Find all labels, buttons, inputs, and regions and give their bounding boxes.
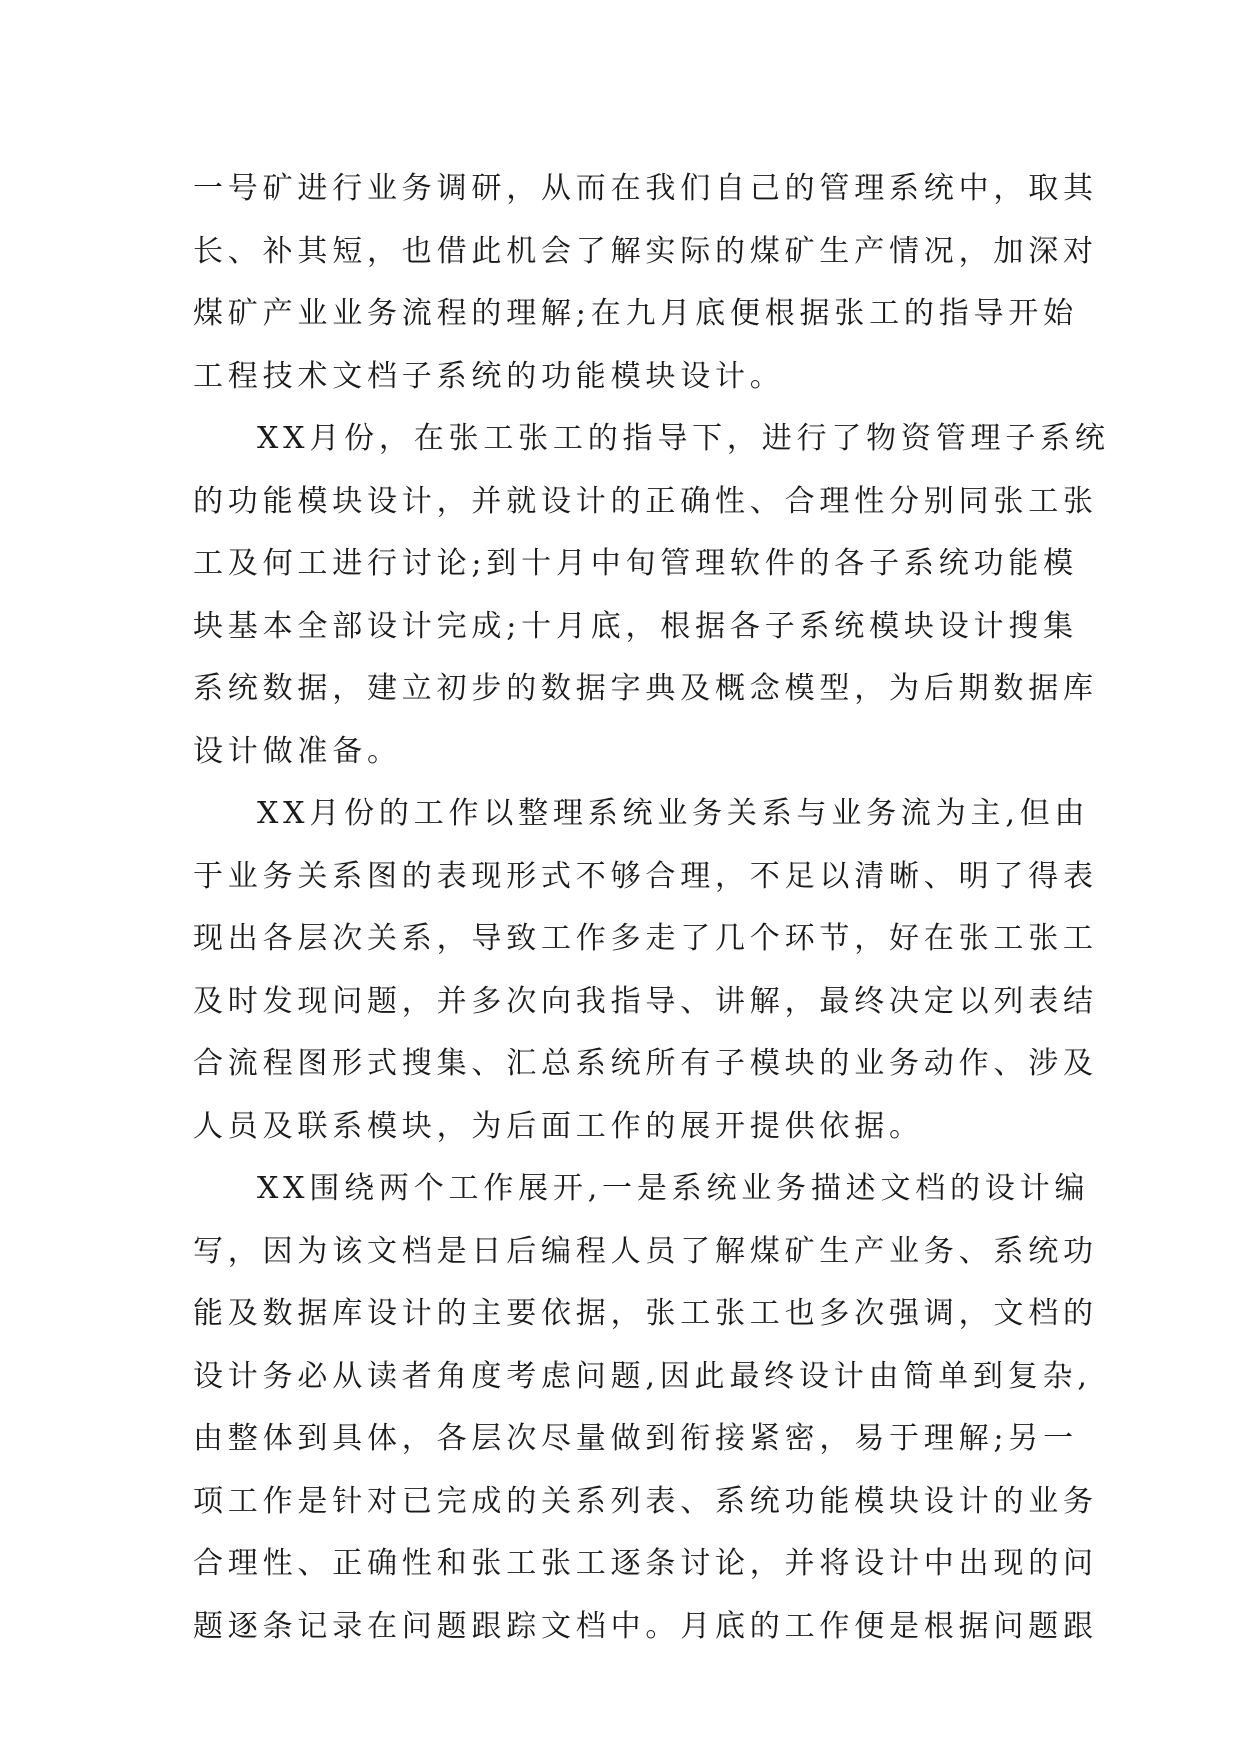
text-line: 长、补其短，也借此机会了解实际的煤矿生产情况，加深对 xyxy=(193,233,1098,269)
text-line: 项工作是针对已完成的关系列表、系统功能模块设计的业务 xyxy=(193,1483,1098,1519)
text-line: 及时发现问题，并多次向我指导、讲解，最终决定以列表结 xyxy=(193,983,1098,1019)
text-line: 的功能模块设计，并就设计的正确性、合理性分别同张工张 xyxy=(193,483,1098,519)
text-line: 煤矿产业业务流程的理解;在九月底便根据张工的指导开始 xyxy=(193,296,1078,331)
text-line: 由整体到具体，各层次尽量做到衔接紧密，易于理解;另一 xyxy=(193,1421,1078,1456)
paragraph-first-line: XX月份的工作以整理系统业务关系与业务流为主,但由 xyxy=(257,796,1090,831)
paragraph-first-line: XX月份，在张工张工的指导下，进行了物资管理子系统 xyxy=(257,421,1110,456)
document-body xyxy=(193,158,1110,1658)
text-line: 写，因为该文档是日后编程人员了解煤矿生产业务、系统功 xyxy=(193,1233,1098,1269)
text-line: 能及数据库设计的主要依据，张工张工也多次强调，文档的 xyxy=(193,1296,1098,1331)
paragraph-first-line: XX围绕两个工作展开,一是系统业务描述文档的设计编 xyxy=(257,1171,1090,1206)
text-line: 一号矿进行业务调研，从而在我们自己的管理系统中，取其 xyxy=(193,171,1098,206)
text-line: 块基本全部设计完成;十月底，根据各子系统模块设计搜集 xyxy=(193,608,1078,644)
text-line: 合流程图形式搜集、汇总系统所有子模块的业务动作、涉及 xyxy=(193,1046,1098,1081)
text-line: 设计做准备。 xyxy=(193,733,402,769)
text-line: 题逐条记录在问题跟踪文档中。月底的工作便是根据问题跟 xyxy=(193,1608,1098,1644)
text-line: 工及何工进行讨论;到十月中旬管理软件的各子系统功能模 xyxy=(193,546,1078,581)
text-line: 于业务关系图的表现形式不够合理，不足以清晰、明了得表 xyxy=(193,858,1098,894)
text-line: 系统数据，建立初步的数据字典及概念模型，为后期数据库 xyxy=(193,671,1098,706)
text-line: 合理性、正确性和张工张工逐条讨论，并将设计中出现的问 xyxy=(193,1546,1098,1581)
text-line: 现出各层次关系，导致工作多走了几个环节，好在张工张工 xyxy=(193,921,1098,956)
text-line: 人员及联系模块，为后面工作的展开提供依据。 xyxy=(193,1108,924,1144)
text-line: 工程技术文档子系统的功能模块设计。 xyxy=(193,358,785,394)
text-line: 设计务必从读者角度考虑问题,因此最终设计由简单到复杂, xyxy=(193,1358,1092,1394)
